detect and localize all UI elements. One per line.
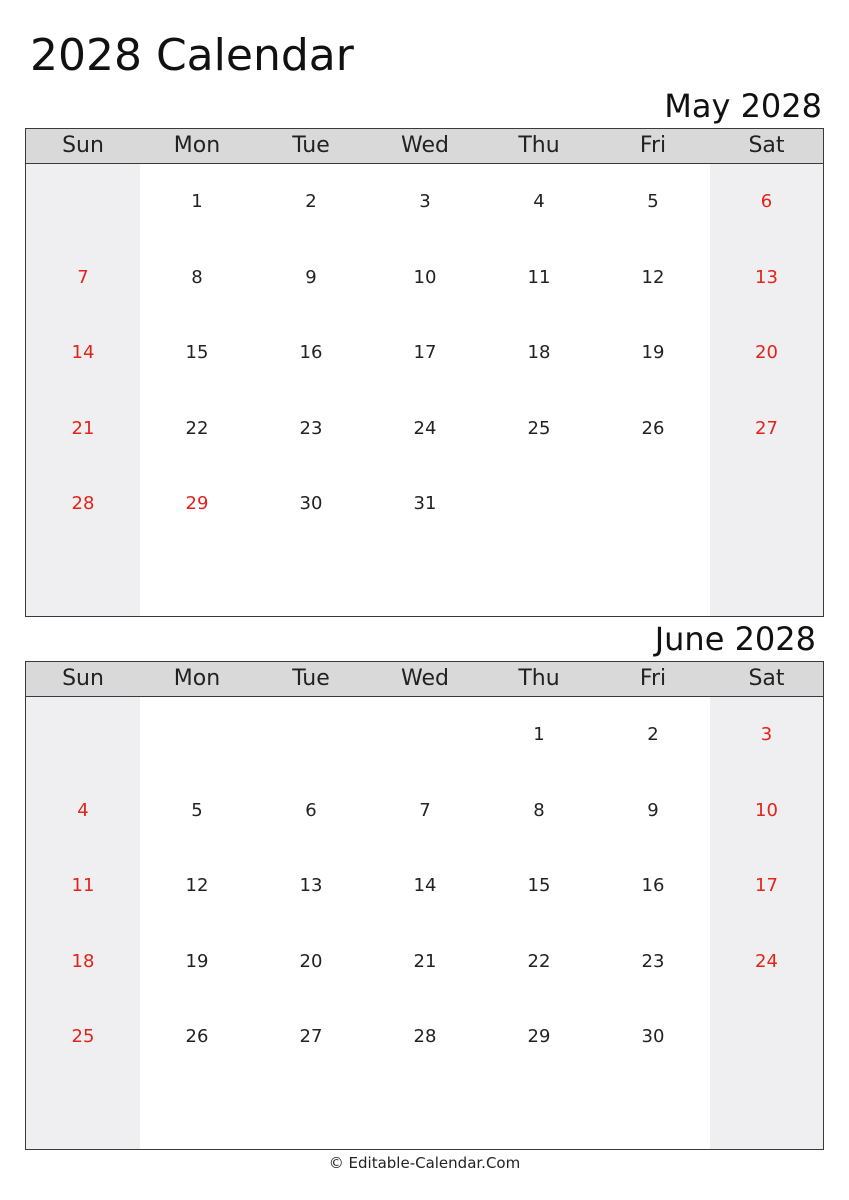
day-cell: 20 (755, 342, 778, 364)
day-cell: 6 (760, 191, 773, 212)
day-cell: 21 (71, 417, 95, 439)
day-cell: 4 (533, 191, 545, 212)
weekday-fri: Fri (639, 133, 667, 158)
calendar-grid (25, 128, 824, 617)
empty-day-cell (596, 466, 710, 542)
day-cell: 5 (647, 191, 659, 212)
page-title: 2028 Calendar (30, 30, 354, 81)
empty-day-cell (596, 1075, 710, 1150)
day-cell: 10 (755, 799, 778, 821)
day-cell: 24 (755, 950, 778, 972)
day-cell: 9 (647, 799, 659, 821)
calendar-body (26, 164, 823, 617)
empty-day-cell (26, 542, 140, 617)
day-cell: 16 (299, 342, 323, 364)
day-cell: 28 (71, 493, 95, 515)
month-title: May 2028 (664, 87, 822, 125)
empty-day-cell (254, 697, 368, 773)
day-cell: 20 (299, 950, 323, 972)
day-cell: 14 (413, 875, 437, 897)
weekday-thu: Thu (518, 133, 560, 158)
day-cell: 11 (71, 875, 95, 897)
day-cell: 27 (755, 417, 778, 439)
day-cell: 1 (191, 191, 203, 212)
day-cell: 9 (305, 266, 317, 288)
day-cell: 8 (191, 266, 203, 288)
month-calendar-june (25, 619, 824, 1151)
day-cell: 29 (527, 1026, 551, 1048)
weekday-header-row (26, 129, 823, 164)
weekday-fri: Fri (639, 666, 667, 691)
day-cell: 26 (641, 417, 665, 439)
day-cell: 14 (71, 342, 95, 364)
day-cell: 29 (185, 493, 209, 515)
month-title: June 2028 (654, 620, 816, 658)
empty-day-cell (26, 1075, 140, 1150)
day-cell: 8 (533, 799, 545, 821)
day-cell: 2 (647, 724, 659, 745)
days-grid (26, 164, 823, 617)
day-cell: 10 (413, 266, 437, 288)
day-cell: 7 (419, 799, 431, 821)
day-cell: 25 (527, 417, 551, 439)
empty-day-cell (482, 1075, 596, 1150)
empty-day-cell (710, 999, 823, 1075)
day-cell: 18 (527, 342, 551, 364)
day-cell: 25 (71, 1026, 95, 1048)
empty-day-cell (482, 466, 596, 542)
empty-day-cell (368, 697, 482, 773)
day-cell: 5 (191, 799, 203, 821)
day-cell: 17 (413, 342, 437, 364)
day-cell: 23 (299, 417, 323, 439)
empty-day-cell (140, 1075, 254, 1150)
day-cell: 19 (185, 950, 209, 972)
day-cell: 18 (71, 950, 95, 972)
day-cell: 23 (641, 950, 665, 972)
day-cell: 19 (641, 342, 665, 364)
day-cell: 15 (185, 342, 209, 364)
empty-day-cell (368, 542, 482, 617)
day-cell: 15 (527, 875, 551, 897)
day-cell: 16 (641, 875, 665, 897)
empty-day-cell (596, 542, 710, 617)
day-cell: 17 (755, 875, 778, 897)
day-cell: 11 (527, 266, 551, 288)
day-cell: 12 (185, 875, 209, 897)
empty-day-cell (26, 164, 140, 240)
footer-copyright: © Editable-Calendar.Com (328, 1154, 521, 1172)
empty-day-cell (710, 542, 823, 617)
month-calendar-may (25, 86, 824, 618)
weekday-tue: Tue (292, 133, 330, 158)
empty-day-cell (710, 1075, 823, 1150)
weekday-sun: Sun (62, 666, 104, 691)
day-cell: 22 (527, 950, 551, 972)
empty-day-cell (140, 542, 254, 617)
empty-day-cell (26, 697, 140, 773)
weekday-sat: Sat (748, 666, 785, 691)
day-cell: 30 (299, 493, 323, 515)
calendar-grid (25, 661, 824, 1150)
weekday-sun: Sun (62, 133, 104, 158)
empty-day-cell (254, 542, 368, 617)
day-cell: 28 (413, 1026, 437, 1048)
days-grid (26, 697, 823, 1150)
calendar-body (26, 697, 823, 1150)
day-cell: 27 (299, 1026, 323, 1048)
weekday-mon: Mon (173, 133, 221, 158)
day-cell: 22 (185, 417, 209, 439)
weekday-wed: Wed (401, 666, 449, 691)
day-cell: 12 (641, 266, 665, 288)
empty-day-cell (254, 1075, 368, 1150)
weekday-mon: Mon (173, 666, 221, 691)
weekday-wed: Wed (401, 133, 449, 158)
empty-day-cell (140, 697, 254, 773)
day-cell: 13 (755, 266, 778, 288)
day-cell: 2 (305, 191, 317, 212)
day-cell: 4 (77, 799, 89, 821)
day-cell: 31 (413, 493, 437, 515)
weekday-tue: Tue (292, 666, 330, 691)
empty-day-cell (368, 1075, 482, 1150)
day-cell: 13 (299, 875, 323, 897)
empty-day-cell (482, 542, 596, 617)
day-cell: 3 (419, 191, 431, 212)
day-cell: 7 (77, 266, 89, 288)
day-cell: 30 (641, 1026, 665, 1048)
weekday-thu: Thu (518, 666, 560, 691)
day-cell: 3 (760, 724, 773, 745)
weekday-header-row (26, 662, 823, 697)
day-cell: 21 (413, 950, 437, 972)
day-cell: 26 (185, 1026, 209, 1048)
day-cell: 6 (305, 799, 317, 821)
day-cell: 1 (533, 724, 545, 745)
empty-day-cell (710, 466, 823, 542)
weekday-sat: Sat (748, 133, 785, 158)
day-cell: 24 (413, 417, 437, 439)
